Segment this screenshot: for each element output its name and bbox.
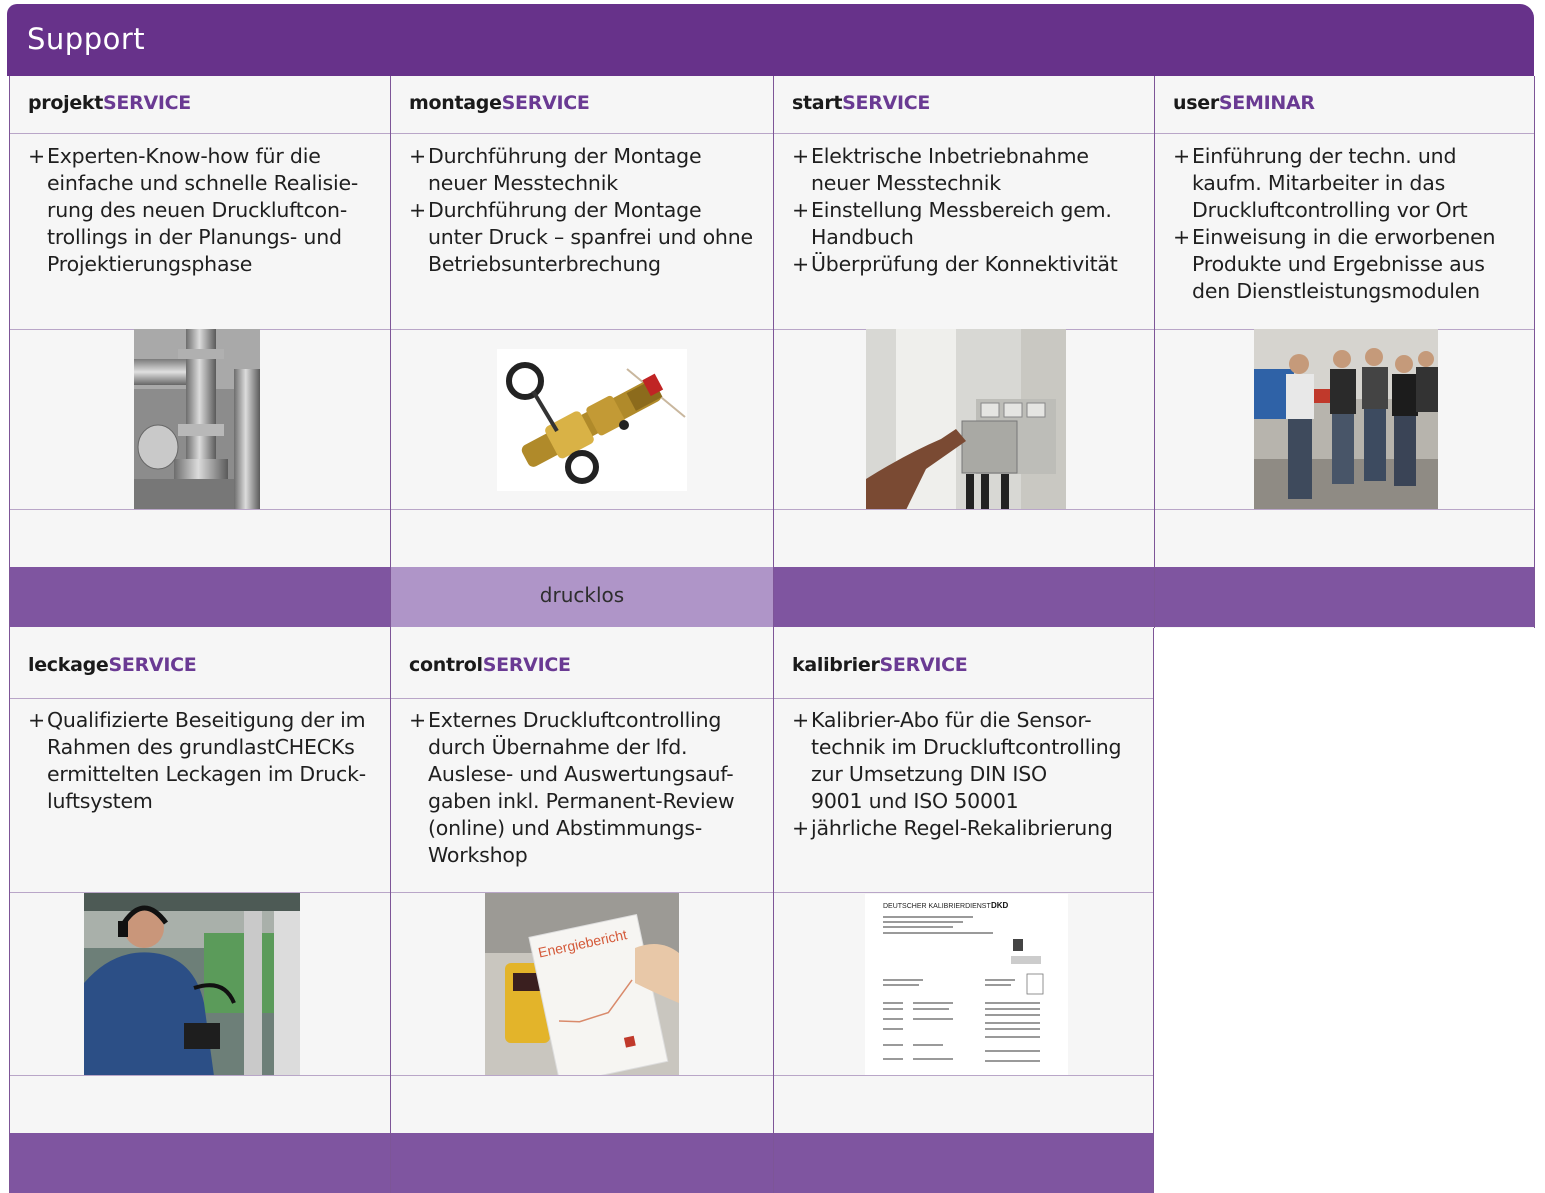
- calibration-certificate-photo: [865, 894, 1068, 1075]
- drilling-tool-photo: [497, 349, 687, 491]
- service-card-leckage: [9, 628, 390, 1193]
- bullet-item: + Durchführung der Montage neuer Messtechnik: [409, 144, 702, 195]
- service-card-start: [773, 76, 1154, 628]
- sensor-installation-photo: [866, 329, 1066, 510]
- bullet-item: + Externes Druckluftcontrolling durch Übernahme der lfd. Auslese- und Auswertungsauf- gaben inkl. Permanent-Review (online) und Abstimmungs- Workshop: [409, 708, 735, 867]
- seminar-group-photo: [1254, 329, 1438, 510]
- bullet-item: + Qualifizierte Beseitigung der im Rahmen des grundlastCHECKs ermittelten Leckagen im Druck- luftsystem: [28, 708, 366, 813]
- bullet-item: + Überprüfung der Konnektivität: [792, 252, 1118, 276]
- service-bullets: [792, 707, 1145, 842]
- service-title: startSERVICE: [792, 92, 931, 114]
- service-title: userSEMINAR: [1173, 92, 1315, 114]
- bullet-item: + Einstellung Messbereich gem. Handbuch: [792, 198, 1112, 249]
- footer-bar: [1155, 567, 1534, 627]
- bullet-item: + Experten-Know-how für die einfache und schnelle Realisie- rung des neuen Druckluftcon- trollings in der Planungs- und Projektierungsphase: [28, 144, 359, 276]
- report-title: Energiebericht: [536, 926, 629, 961]
- footer-bar: [10, 567, 390, 627]
- bullet-item: + Einführung der techn. und kaufm. Mitarbeiter in das Druckluftcontrolling vor Ort: [1173, 144, 1468, 222]
- service-bullets: [409, 143, 765, 278]
- footer-bar: [10, 1133, 390, 1193]
- service-bullets: [792, 143, 1146, 278]
- page-title: Support: [27, 22, 146, 56]
- service-card-user: [1154, 76, 1535, 628]
- bullet-item: + Kalibrier-Abo für die Sensor- technik im Druckluftcontrolling zur Umsetzung DIN ISO 9001 und ISO 50001: [792, 708, 1122, 813]
- leak-detection-photo: [84, 893, 300, 1076]
- service-title: projektSERVICE: [28, 92, 191, 114]
- service-bullets: [28, 707, 382, 815]
- footer-bar: [391, 1133, 773, 1193]
- footer-bar: [391, 567, 773, 627]
- footer-label: drucklos: [539, 583, 625, 607]
- bullet-item: + Elektrische Inbetriebnahme neuer Messtechnik: [792, 144, 1089, 195]
- service-card-kalibrier: [773, 628, 1154, 1193]
- bullet-item: + Einweisung in die erworbenen Produkte und Ergebnisse aus den Dienstleistungsmodulen: [1173, 225, 1496, 303]
- bullet-item: + jährliche Regel-Rekalibrierung: [792, 816, 1113, 840]
- footer-bar: [774, 567, 1154, 627]
- bullet-item: + Durchführung der Montage unter Druck – spanfrei und ohne Betriebsunterbrechung: [409, 198, 753, 276]
- certificate-title: DEUTSCHER KALIBRIERDIENST: [883, 903, 991, 910]
- service-title: kalibrierSERVICE: [792, 654, 968, 676]
- pipe-valve-photo: [134, 329, 260, 510]
- section-header: [7, 4, 1534, 76]
- service-title: montageSERVICE: [409, 92, 590, 114]
- service-bullets: [28, 143, 382, 278]
- service-card-montage: [390, 76, 773, 628]
- service-card-projekt: [9, 76, 390, 628]
- certificate-brand: DKD: [991, 901, 1009, 910]
- footer-bar: [774, 1133, 1153, 1193]
- service-bullets: [409, 707, 765, 869]
- service-title: controlSERVICE: [409, 654, 571, 676]
- energy-report-photo: [485, 893, 679, 1076]
- service-bullets: [1173, 143, 1526, 305]
- service-card-control: [390, 628, 773, 1193]
- service-title: leckageSERVICE: [28, 654, 197, 676]
